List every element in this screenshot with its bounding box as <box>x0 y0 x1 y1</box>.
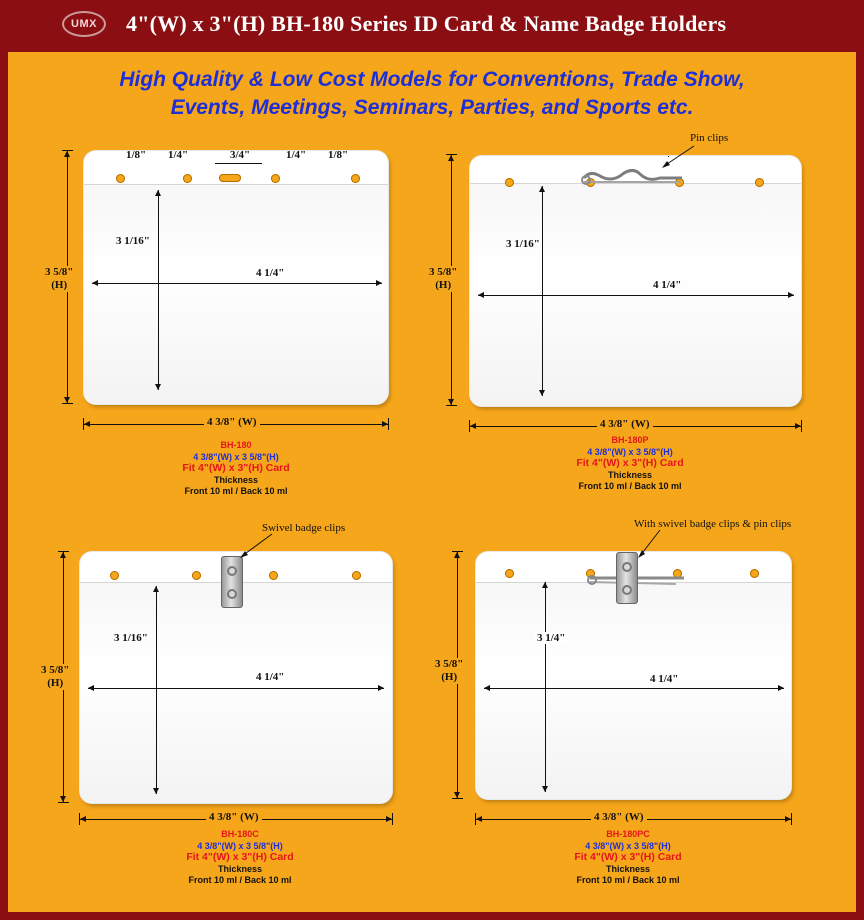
punch-hole <box>271 174 280 183</box>
top-dim-1: 1/8" <box>126 149 147 161</box>
spec-block <box>130 829 350 887</box>
punch-hole <box>183 174 192 183</box>
thickness-label: Thickness <box>213 474 259 485</box>
inner-height-label: 3 1/16" <box>506 238 540 250</box>
thickness-label: Thickness <box>217 863 263 874</box>
top-dim-3: 3/4" <box>230 149 251 161</box>
width-label: 4 3/8" (W) <box>597 418 653 430</box>
swivel-clip-icon <box>221 556 243 608</box>
punch-hole <box>505 178 514 187</box>
inner-width-label: 4 1/4" <box>650 673 679 685</box>
top-dim-2: 1/4" <box>168 149 189 161</box>
inner-width-label: 4 1/4" <box>256 267 285 279</box>
callout-arrow-icon <box>658 144 698 170</box>
tagline-line-1: High Quality & Low Cost Models for Conventions, Trade Show, <box>119 68 745 91</box>
callout-arrow-icon <box>634 528 664 560</box>
badge-holder-card <box>470 156 801 406</box>
inner-height-label: 3 1/16" <box>116 235 150 247</box>
thickness-label: Thickness <box>605 863 651 874</box>
inner-height-label: 3 1/16" <box>114 632 148 644</box>
page-title: 4"(W) x 3"(H) BH-180 Series ID Card & Name Badge Holders <box>126 11 727 36</box>
top-dim-4: 1/4" <box>286 149 307 161</box>
model-size: 4 3/8"(W) x 3 5/8"(H) <box>587 446 673 457</box>
thickness-value: Front 10 ml / Back 10 ml <box>184 486 288 496</box>
thickness-value: Front 10 ml / Back 10 ml <box>188 875 292 885</box>
height-label: 3 5/8" (H) <box>429 266 458 291</box>
content-panel <box>8 52 856 912</box>
model-size: 4 3/8"(W) x 3 5/8"(H) <box>197 840 283 851</box>
top-dim-5: 1/8" <box>328 149 349 161</box>
model-name: BH-180C <box>221 829 259 839</box>
height-label: 3 5/8" (H) <box>41 664 70 689</box>
punch-hole <box>192 571 201 580</box>
punch-hole <box>110 571 119 580</box>
inner-width-label: 4 1/4" <box>653 279 682 291</box>
punch-hole <box>116 174 125 183</box>
clip-label: Pin clips <box>690 132 729 144</box>
header <box>0 0 864 50</box>
spec-block <box>126 440 346 498</box>
punch-hole <box>352 571 361 580</box>
model-name: BH-180P <box>611 435 649 445</box>
punch-hole <box>750 569 759 578</box>
card-fit: Fit 4"(W) x 3"(H) Card <box>182 462 290 474</box>
height-label: 3 5/8" (H) <box>435 658 464 683</box>
spec-block <box>520 435 740 493</box>
punch-hole <box>351 174 360 183</box>
thickness-value: Front 10 ml / Back 10 ml <box>576 875 680 885</box>
callout-arrow-icon <box>236 532 276 560</box>
punch-hole <box>505 569 514 578</box>
card-pocket <box>476 582 791 799</box>
badge-holder-card <box>84 151 388 404</box>
punch-hole <box>269 571 278 580</box>
thickness-label: Thickness <box>607 469 653 480</box>
card-fit: Fit 4"(W) x 3"(H) Card <box>186 851 294 863</box>
width-label: 4 3/8" (W) <box>206 811 262 823</box>
card-fit: Fit 4"(W) x 3"(H) Card <box>576 457 684 469</box>
card-fit: Fit 4"(W) x 3"(H) Card <box>574 851 682 863</box>
inner-height-label: 3 1/4" <box>537 632 566 644</box>
thickness-value: Front 10 ml / Back 10 ml <box>578 481 682 491</box>
model-name: BH-180PC <box>606 829 650 839</box>
width-label: 4 3/8" (W) <box>591 811 647 823</box>
width-label: 4 3/8" (W) <box>204 416 260 428</box>
clip-label: Swivel badge clips <box>262 522 346 534</box>
brand-logo: UMX <box>62 11 106 37</box>
punch-hole <box>755 178 764 187</box>
inner-width-label: 4 1/4" <box>256 671 285 683</box>
model-name: BH-180 <box>220 440 252 450</box>
card-pocket <box>80 582 392 803</box>
tagline-line-2: Events, Meetings, Seminars, Parties, and Sports etc. <box>170 96 694 119</box>
clip-label: With swivel badge clips & pin clips <box>634 518 792 530</box>
model-size: 4 3/8"(W) x 3 5/8"(H) <box>193 451 279 462</box>
card-pocket <box>84 184 388 404</box>
spec-block <box>518 829 738 887</box>
slot-hole <box>219 174 241 182</box>
height-label: 3 5/8" (H) <box>45 266 74 291</box>
model-size: 4 3/8"(W) x 3 5/8"(H) <box>585 840 671 851</box>
